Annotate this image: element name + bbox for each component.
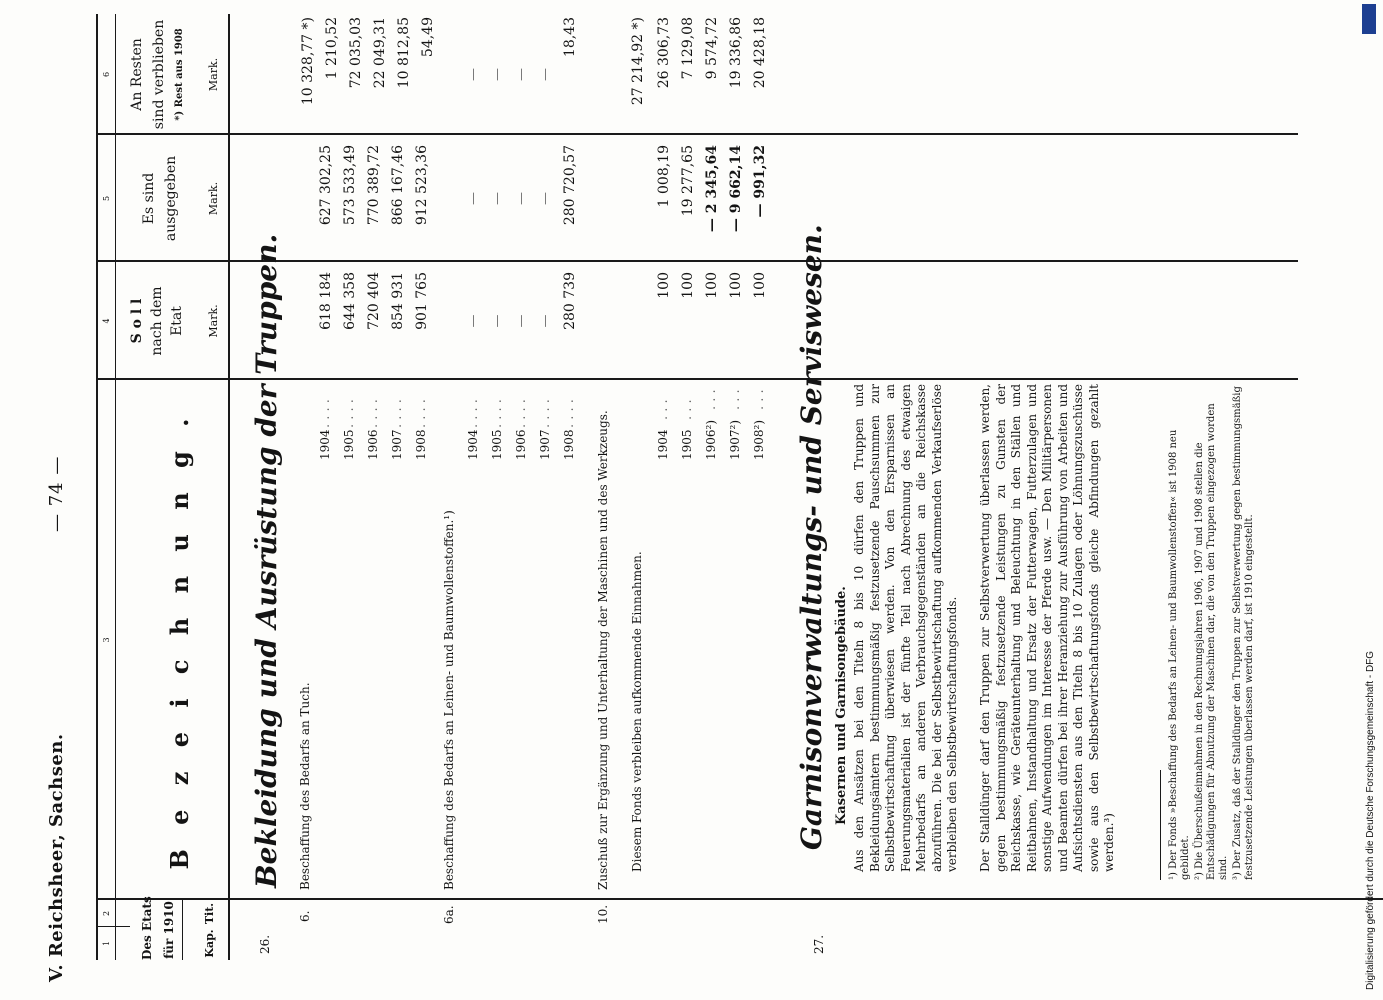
table-row-year: 1906 [366, 429, 380, 460]
table-cell-ausgegeben: — 2 345,64 [704, 145, 720, 233]
tit6-number: 6. [298, 910, 312, 922]
kap27-subtitle: Kasernen und Garnisongebäude. [834, 586, 849, 825]
table-cell-ausgegeben: — [490, 192, 505, 205]
table-cell-reste: 26 306,73 [656, 17, 672, 89]
leader-dots: . . . . [390, 399, 405, 428]
tit6a-label: Beschaffung des Bedarfs an Leinen- und Baumwollenstoffen.¹) [442, 510, 456, 890]
leader-dots: . . . . [514, 399, 529, 428]
table-cell-reste: — [538, 68, 553, 81]
reste-note: *) Rest aus 1908 [174, 28, 185, 121]
soll-header-3: Etat [169, 306, 185, 336]
table-cell-ausgegeben: 627 302,25 [318, 145, 334, 226]
leader-dots: . . . . [538, 399, 553, 428]
section-header: V. Reichsheer, Sachsen. [46, 733, 67, 982]
table-row-year: 1904 [656, 429, 670, 460]
table-cell-soll: — [514, 314, 529, 328]
table-cell-reste: — [514, 68, 529, 81]
table-cell-soll: 100 [680, 272, 696, 299]
leader-dots: . . . . [366, 399, 381, 428]
table-cell-ausgegeben: — [514, 192, 529, 205]
table-cell-reste: — [466, 68, 481, 81]
kap-label: Kap. [203, 929, 216, 958]
kap27-paragraph-2: Der Stalldünger darf den Truppen zur Selbstverwertung überlassen werden, gegen bestimmungsmäßig festzusetzende Leistungen zu Gunsten der Reichskasse, wie Geräteunterhaltung und Beleuchtung in den Ställen und Reitbahnen, Instandhaltung und Ersatz der Futterwagen, Futterzulagen und sonstige Aufwendungen im Interesse der Pferde usw. — Den Militärpersonen und Beamten dürfen bei ihrer Heranziehung zur Ausführung von Arbeiten und Aufsichtsdiensten aus den Titeln 8 bis 10 Zulagen oder Löhnungszuschüsse sowie aus den Selbstbewirtschaftungsfonds gleiche Abfindungen gezahlt werden.³) [978, 384, 1116, 872]
colnum-3: 3 [102, 637, 111, 643]
table-cell-reste: 18,43 [562, 17, 578, 58]
kap26-title: Bekleidung und Ausrüstung der Truppen. [250, 233, 283, 888]
tit-label: Tit. [203, 902, 216, 925]
etat-header-line2: für 1910 [162, 901, 176, 959]
table-cell-ausgegeben: — [466, 192, 481, 205]
colnum-1: 1 [102, 940, 111, 947]
footnote-rule [1160, 770, 1161, 880]
table-top-border [96, 14, 98, 960]
table-cell-reste: 72 035,03 [348, 17, 364, 89]
table-cell-reste: — [490, 68, 505, 81]
table-row-year: 1905 [342, 429, 356, 460]
kap27-paragraph-1: Aus den Ansätzen bei den Titeln 8 bis 10 dürfen den Truppen und Bekleidungsämtern bestimmungsmäßig festzusetzende Pauschsummen zur Selbstbewirtschaftung überwiesen werden. Von den Ersparnissen an Feuerungsmaterialien ist der fünfte Teil nach Abrechnung des etwaigen Mehrbedarfs an anderen Verbrauchsgegenständen an die Reichskasse abzuführen. Die bei der Selbstbewirtschaftung aufkommenden Verkaufserlöse verbleiben den Selbstbewirtschaftungsfonds. [852, 384, 959, 872]
table-cell-ausgegeben: 280 720,57 [562, 145, 578, 226]
col-border-2-3 [98, 899, 1383, 901]
table-cell-soll: 100 [728, 272, 744, 299]
table-row-year: 1905 [490, 429, 504, 460]
table-cell-soll: 644 358 [342, 272, 358, 330]
table-cell-ausgegeben: 866 167,46 [390, 145, 406, 226]
leader-dots: . . . [728, 389, 743, 410]
ausgegeben-header-2: ausgegeben [163, 155, 179, 242]
table-cell-soll: 720 404 [366, 272, 382, 330]
dfg-side-text: Digitalisierung gefördert durch die Deutsche Forschungsgemeinschaft - DFG [1365, 650, 1376, 990]
table-row-year: 1907 [390, 429, 404, 460]
kap-tit-divider [182, 900, 183, 960]
leader-dots: . . . [680, 399, 695, 420]
table-cell-reste: 10 328,77 *) [300, 17, 316, 106]
table-row-year: 1904 [318, 429, 332, 460]
table-cell-reste: 1 210,52 [324, 17, 340, 80]
kap26-number: 26. [258, 934, 272, 954]
table-cell-reste: 22 049,31 [372, 17, 388, 89]
leader-dots: . . . . [414, 399, 429, 428]
table-row-year: 1908 [562, 429, 576, 460]
table-cell-ausgegeben: 573 533,49 [342, 145, 358, 226]
table-cell-reste: 7 129,08 [680, 17, 696, 80]
footnote-3: ³) Der Zusatz, daß der Stalldünger den Truppen zur Selbstverwertung gegen bestimmungsmäßig festzusetzende Leistungen überlassen werden darf, ist 1910 eingestellt. [1232, 386, 1255, 880]
dfg-logo [1362, 4, 1376, 34]
table-cell-reste: 9 574,72 [704, 17, 720, 80]
leader-dots: . . . [656, 399, 671, 420]
table-cell-ausgegeben: 770 389,72 [366, 145, 382, 226]
table-row-year: 1904 [466, 429, 480, 460]
ausgegeben-unit: Mark. [207, 181, 220, 216]
table-cell-soll: 280 739 [562, 272, 578, 330]
tit10-number: 10. [596, 904, 610, 924]
kap27-title: Garnisonverwaltungs- und Serviswesen. [795, 224, 828, 850]
table-cell-soll: 901 765 [414, 272, 430, 330]
tit6-label: Beschaffung des Bedarfs an Tuch. [298, 682, 312, 890]
bezeichnung-header: B e z e i c h n u n g . [165, 410, 194, 870]
page-number: — 74 — [46, 455, 67, 532]
colnum-6: 6 [102, 71, 111, 78]
reste-header-1: An Resten [129, 38, 145, 111]
colnum-border [115, 14, 116, 960]
leader-dots: . . . [752, 389, 767, 410]
soll-header-1: S o l l [129, 298, 145, 344]
table-cell-reste: 10 812,85 [396, 17, 412, 89]
colnum-2: 2 [102, 910, 111, 917]
table-cell-soll: 100 [752, 272, 768, 299]
table-cell-ausgegeben: — 9 662,14 [728, 145, 744, 233]
tit10-label-2: Diesem Fonds verbleiben aufkommende Einnahmen. [630, 551, 644, 872]
etat-header-line1: Des Etats [140, 896, 154, 960]
dfg-side-note [1359, 0, 1379, 1000]
colnum-4: 4 [102, 318, 111, 324]
tit10-top-rest: 27 214,92 *) [630, 17, 646, 106]
tit10-label-1: Zuschuß zur Ergänzung und Unterhaltung der Maschinen und des Werkzeugs. [596, 410, 610, 890]
table-cell-soll: 100 [704, 272, 720, 299]
table-row-year: 1908 [414, 429, 428, 460]
table-cell-ausgegeben: 912 523,36 [414, 145, 430, 226]
table-cell-ausgegeben: — [538, 192, 553, 205]
table-cell-soll: 618 184 [318, 272, 334, 330]
table-row-year: 1906 [514, 429, 528, 460]
soll-unit: Mark. [207, 304, 220, 338]
leader-dots: . . . . [466, 399, 481, 428]
table-cell-soll: — [538, 314, 553, 328]
colnum-5: 5 [102, 195, 111, 202]
header-bottom-border [228, 14, 230, 960]
kap27-number: 27. [812, 934, 826, 954]
table-cell-soll: — [466, 314, 481, 328]
col-border-5-6 [98, 134, 1298, 136]
footnote-2: ²) Die Überschußeinnahmen in den Rechnungsjahren 1906, 1907 und 1908 stellen die Entschädigungen für Abnutzung der Maschinen dar, die von den Truppen eingezogen worden sind. [1194, 403, 1229, 880]
table-cell-ausgegeben: 19 277,65 [680, 145, 696, 217]
ausgegeben-header-1: Es sind [141, 172, 157, 225]
table-row-year: 1907 [538, 429, 552, 460]
table-row-year: 1908²) [752, 419, 766, 460]
table-row-year: 1907²) [728, 419, 742, 460]
table-cell-soll: 854 931 [390, 272, 406, 330]
table-cell-ausgegeben: 1 008,19 [656, 145, 672, 208]
leader-dots: . . . [704, 389, 719, 410]
table-cell-reste: 20 428,18 [752, 17, 768, 89]
table-cell-reste-extra: 54,49 [420, 17, 436, 58]
reste-unit: Mark. [207, 57, 220, 92]
leader-dots: . . . . [490, 399, 505, 428]
footnote-1: ¹) Der Fonds »Beschaffung des Bedarfs an Leinen- und Baumwollenstoffen« ist 1908 neu gebildet. [1168, 429, 1191, 880]
leader-dots: . . . . [562, 399, 577, 428]
table-cell-reste: 19 336,86 [728, 17, 744, 89]
leader-dots: . . . . [318, 399, 333, 428]
soll-header-2: nach dem [149, 286, 165, 356]
table-row-year: 1906²) [704, 419, 718, 460]
tit6a-number: 6a. [442, 905, 456, 924]
table-cell-ausgegeben: — 991,32 [752, 145, 768, 218]
table-row-year: 1905 [680, 429, 694, 460]
table-cell-soll: 100 [656, 272, 672, 299]
table-cell-soll: — [490, 314, 505, 328]
reste-header-2: sind verblieben [151, 19, 167, 130]
leader-dots: . . . . [342, 399, 357, 428]
